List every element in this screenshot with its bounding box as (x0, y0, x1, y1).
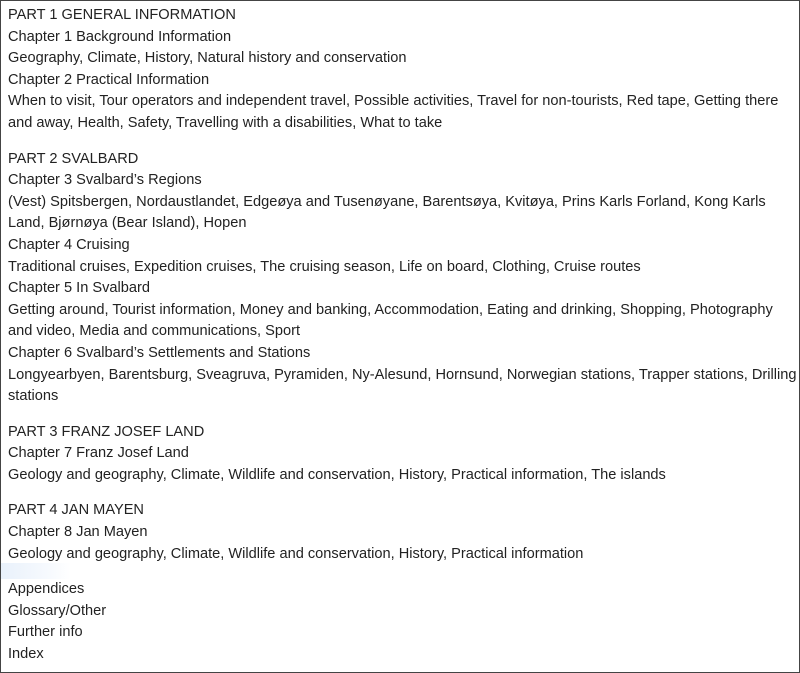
section-spacer (8, 486, 798, 500)
appendix-section (8, 579, 798, 665)
part-heading: PART 4 JAN MAYEN (8, 502, 144, 519)
chapter-topics: Geography, Climate, History, Natural history and conservation (8, 50, 407, 67)
part-heading: PART 3 FRANZ JOSEF LAND (8, 423, 205, 440)
table-of-contents (8, 5, 798, 666)
chapter-topics: When to visit, Tour operators and independent travel, Possible activities, Travel for non-tourists, Red tape, Getting there and away, Health, Safety, Travelling with a disabilities, What to take (8, 93, 779, 131)
chapter-title: Chapter 1 Background Information (8, 28, 232, 45)
part-1-section (8, 5, 798, 135)
chapter-title: Chapter 2 Practical Information (8, 71, 210, 88)
chapter-title: Chapter 3 Svalbard’s Regions (8, 172, 202, 189)
section-spacer (8, 565, 798, 579)
chapter-topics: Traditional cruises, Expedition cruises, The cruising season, Life on board, Clothing, Cruise routes (8, 258, 641, 275)
appendix-item: Further info (8, 624, 83, 641)
chapter-title: Chapter 5 In Svalbard (8, 280, 150, 297)
part-heading: PART 2 SVALBARD (8, 150, 139, 167)
chapter-title: Chapter 8 Jan Mayen (8, 524, 148, 541)
faint-highlight-artifact (1, 563, 71, 579)
section-spacer (8, 408, 798, 422)
chapter-title: Chapter 7 Franz Josef Land (8, 445, 189, 462)
section-spacer (8, 135, 798, 149)
appendix-item: Glossary/Other (8, 602, 107, 619)
appendix-item: Index (8, 646, 44, 663)
part-heading: PART 1 GENERAL INFORMATION (8, 7, 236, 23)
chapter-topics: Getting around, Tourist information, Money and banking, Accommodation, Eating and drinking, Shopping, Photography and video, Media and communications, Sport (8, 301, 773, 340)
part-3-section (8, 422, 798, 487)
chapter-topics: Geology and geography, Climate, Wildlife and conservation, History, Practical information, The islands (8, 466, 666, 483)
part-2-section (8, 149, 798, 408)
appendix-item: Appendices (8, 581, 85, 598)
chapter-topics: Longyearbyen, Barentsburg, Sveagruva, Pyramiden, Ny-Alesund, Hornsund, Norwegian stations, Trapper stations, Drilling stations (8, 366, 797, 405)
chapter-topics: (Vest) Spitsbergen, Nordaustlandet, Edgeøya and Tusenøyane, Barentsøya, Kvitøya, Prins Karls Forland, Kong Karls Land, Bjørnøya (Bear Island), Hopen (8, 193, 766, 232)
chapter-title: Chapter 6 Svalbard’s Settlements and Stations (8, 344, 311, 361)
part-4-section (8, 500, 798, 565)
chapter-topics: Geology and geography, Climate, Wildlife and conservation, History, Practical information (8, 545, 584, 562)
chapter-title: Chapter 4 Cruising (8, 236, 130, 253)
